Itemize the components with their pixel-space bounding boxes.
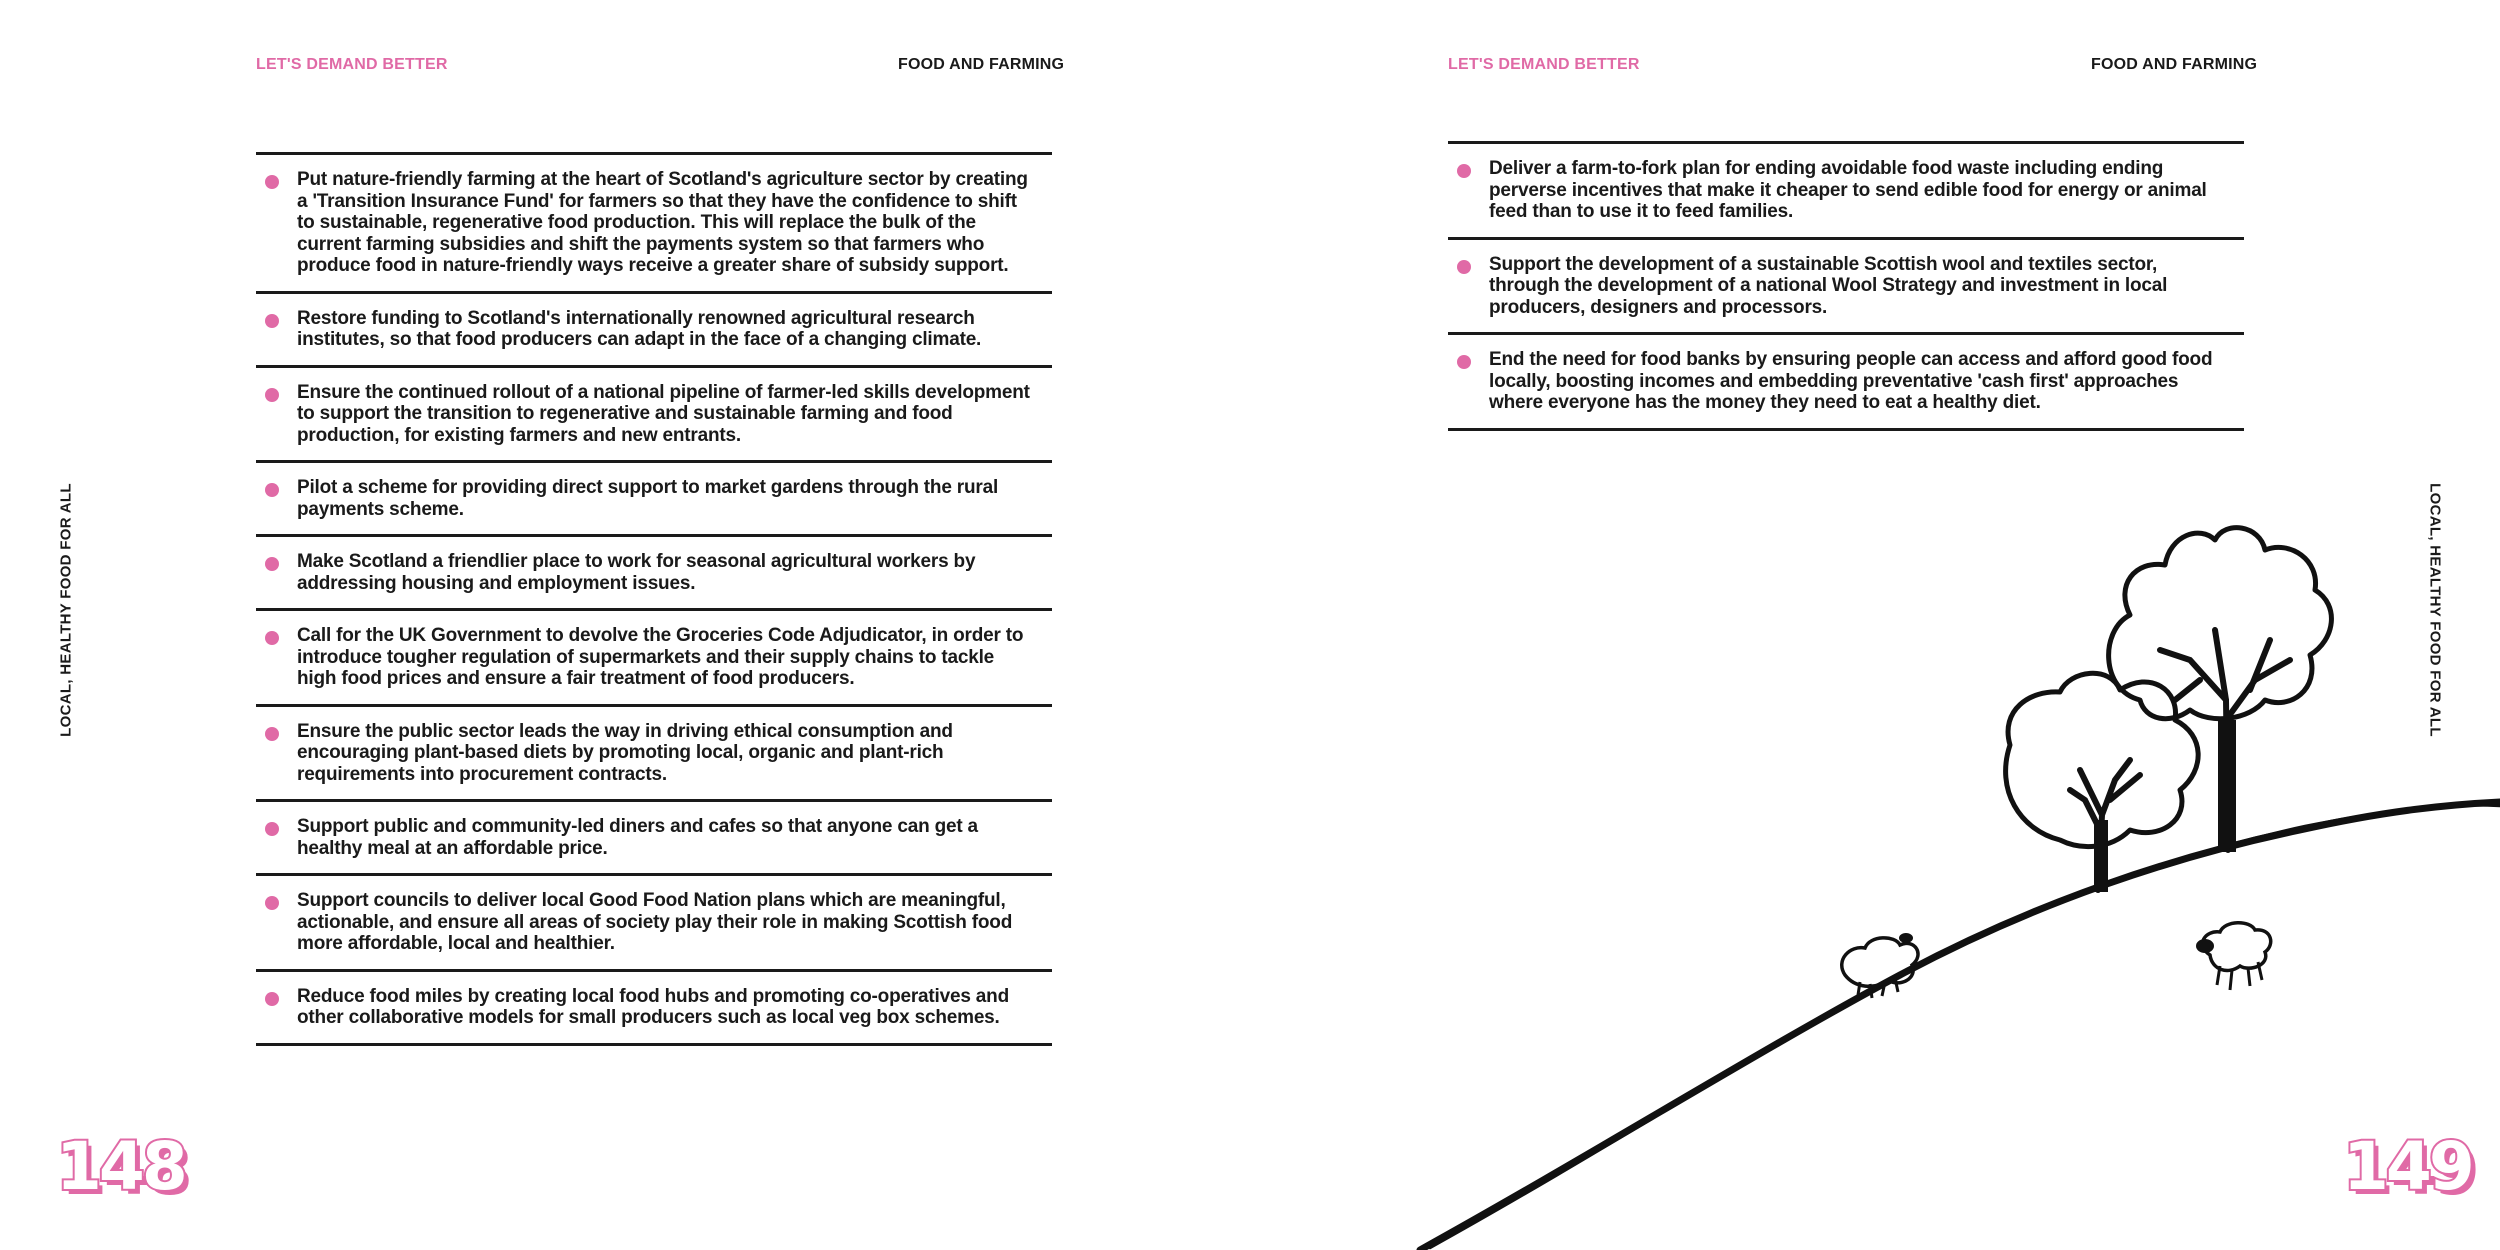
policy-item-text: Ensure the public sector leads the way in driving ethical consumption and encouraging plant-based diets by promoting local, organic and plant-rich requirements into procurement contracts. <box>297 720 953 785</box>
policy-item-text: Support the development of a sustainable Scottish wool and textiles sector, through the development of a national Wool Strategy and investment in local producers, designers and processors. <box>1489 253 2168 318</box>
policy-item-text: Restore funding to Scotland's internationally renowned agricultural research institutes, so that food producers can adapt in the face of a changing climate. <box>297 307 982 350</box>
policy-item-text: Support public and community-led diners and cafes so that anyone can get a healthy meal at an affordable price. <box>297 816 978 859</box>
policy-item-text: Reduce food miles by creating local food hubs and promoting co-operatives and other collaborative models for small producers such as local veg box schemes. <box>297 985 1009 1028</box>
header-left-title: LET'S DEMAND BETTER <box>256 56 448 73</box>
header-left-section: FOOD AND FARMING <box>898 56 1065 73</box>
tree-icon <box>2006 528 2332 892</box>
right-page-number: 149 <box>2343 1128 2472 1205</box>
hill-icon <box>1420 802 2500 1250</box>
policy-item-text: Pilot a scheme for providing direct support to market gardens through the rural payments scheme. <box>297 477 999 520</box>
policy-item-text: Support councils to deliver local Good Food Nation plans which are meaningful, actionable, and ensure all areas of society play their role in making Scottish food more affordable, local and healthier. <box>297 890 1013 954</box>
policy-item-text: Make Scotland a friendlier place to work for seasonal agricultural workers by addressing housing and employment issues. <box>297 551 976 594</box>
left-page-number: 148 <box>56 1128 185 1205</box>
header-right-title: LET'S DEMAND BETTER <box>1448 56 1640 73</box>
policy-item-text: End the need for food banks by ensuring people can access and afford good food locally, boosting incomes and embedding preventative 'cash first' approaches where everyone has the money they need to eat a healthy diet. <box>1489 349 2213 413</box>
policy-item-text: Deliver a farm-to-fork plan for ending avoidable food waste including ending perverse incentives that make it cheaper to send edible food for energy or animal feed than to use it to feed families. <box>1489 158 2207 222</box>
policy-item-text: Ensure the continued rollout of a national pipeline of farmer-led skills development to support the transition to regenerative and sustainable farming and food production, for existing farmers and new entrants. <box>297 381 1030 446</box>
sheep-icon <box>1842 923 2271 998</box>
header-right-section: FOOD AND FARMING <box>2091 56 2258 73</box>
policy-item-text: Put nature-friendly farming at the heart of Scotland's agriculture sector by creating a 'Transition Insurance Fund' for farmers so that they have the confidence to shift to sustainable, regenerative food production. This will replace the bulk of the current farming subsidies and shift the payments system so that farmers who produce food in nature-friendly ways receive a greater share of subsidy support. <box>297 169 1028 276</box>
right-side-label: LOCAL, HEALTHY FOOD FOR ALL <box>2426 483 2444 737</box>
policy-item-text: Call for the UK Government to devolve the Groceries Code Adjudicator, in order to introduce tougher regulation of supermarkets and their supply chains to tackle high food prices and ensure a fair treatment of food producers. <box>297 625 1024 689</box>
left-side-label: LOCAL, HEALTHY FOOD FOR ALL <box>57 483 75 737</box>
